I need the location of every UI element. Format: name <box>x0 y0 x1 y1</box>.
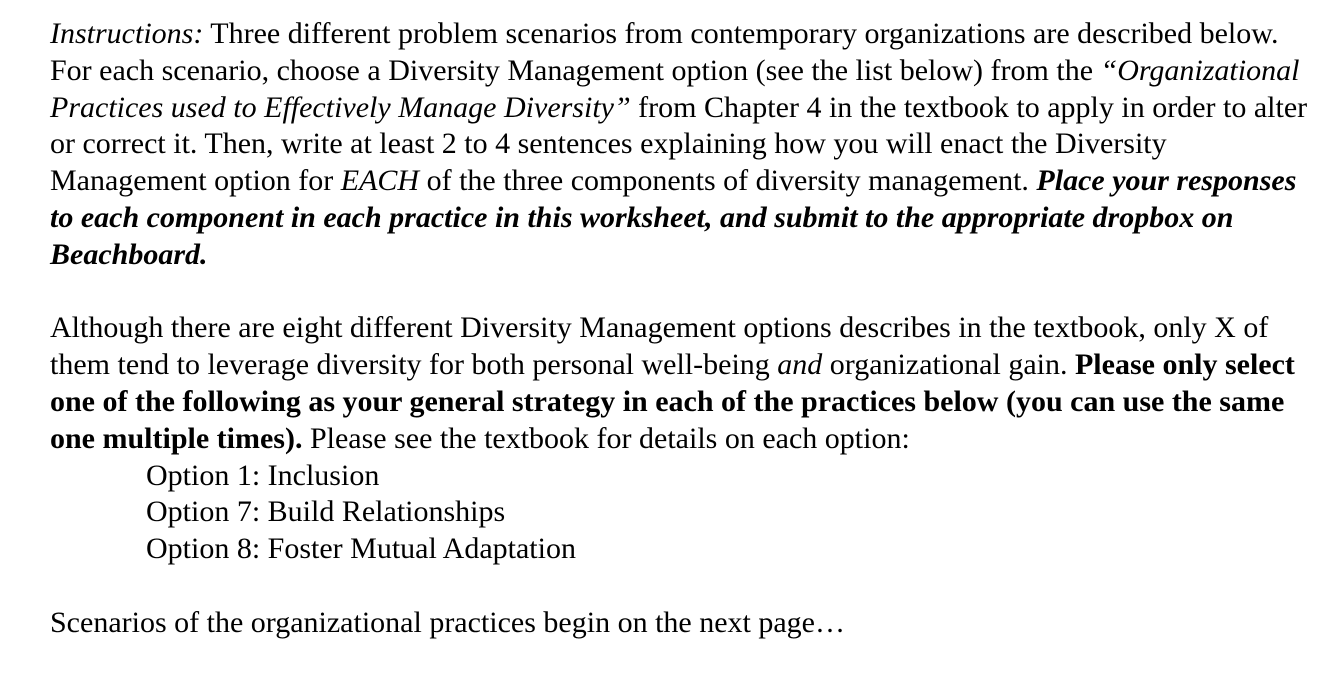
options-intro-text-3: Please see the textbook for details on each option: <box>302 421 910 455</box>
closing-line: Scenarios of the organizational practices begin on the next page… <box>50 605 845 639</box>
practices-title: “Organizational Practices used to Effectively Manage Diversity” <box>50 53 1300 124</box>
options-intro-text-2: organizational gain. <box>822 348 1075 382</box>
options-intro-paragraph <box>50 310 1320 457</box>
each-emphasis: EACH <box>340 164 420 198</box>
options-intro-text-1: Although there are eight different Diversity Management options describes in the textbook, only X of them tend to leverage diversity for both personal well-being <box>50 311 1269 382</box>
selection-instruction: Please only select one of the following as your general strategy in each of the practices below (you can use the same one multiple times). <box>50 348 1295 455</box>
instructions-text-3: of the three components of diversity management. <box>419 164 1037 198</box>
options-list <box>50 458 1320 568</box>
option-item-build-relationships: Option 7: Build Relationships <box>146 495 506 529</box>
option-item-inclusion: Option 1: Inclusion <box>146 458 380 492</box>
document-page <box>50 16 1320 642</box>
instructions-paragraph <box>50 16 1320 274</box>
submission-instruction: Place your responses to each component in each practice in this worksheet, and submit to the appropriate dropbox on Beachboard. <box>50 164 1297 271</box>
instructions-label: Instructions: <box>50 17 204 50</box>
instructions-text-1: Three different problem scenarios from contemporary organizations are described below. For each scenario, choose a Diversity Management option (see the list below) from the <box>50 17 1279 87</box>
instructions-text-2: from Chapter 4 in the textbook to apply in order to alter or correct it. Then, write at least 2 to 4 sentences explaining how you will enact the Diversity Management option for <box>50 90 1308 198</box>
and-emphasis: and <box>777 348 823 382</box>
option-item-foster-mutual-adaptation: Option 8: Foster Mutual Adaptation <box>146 532 576 566</box>
